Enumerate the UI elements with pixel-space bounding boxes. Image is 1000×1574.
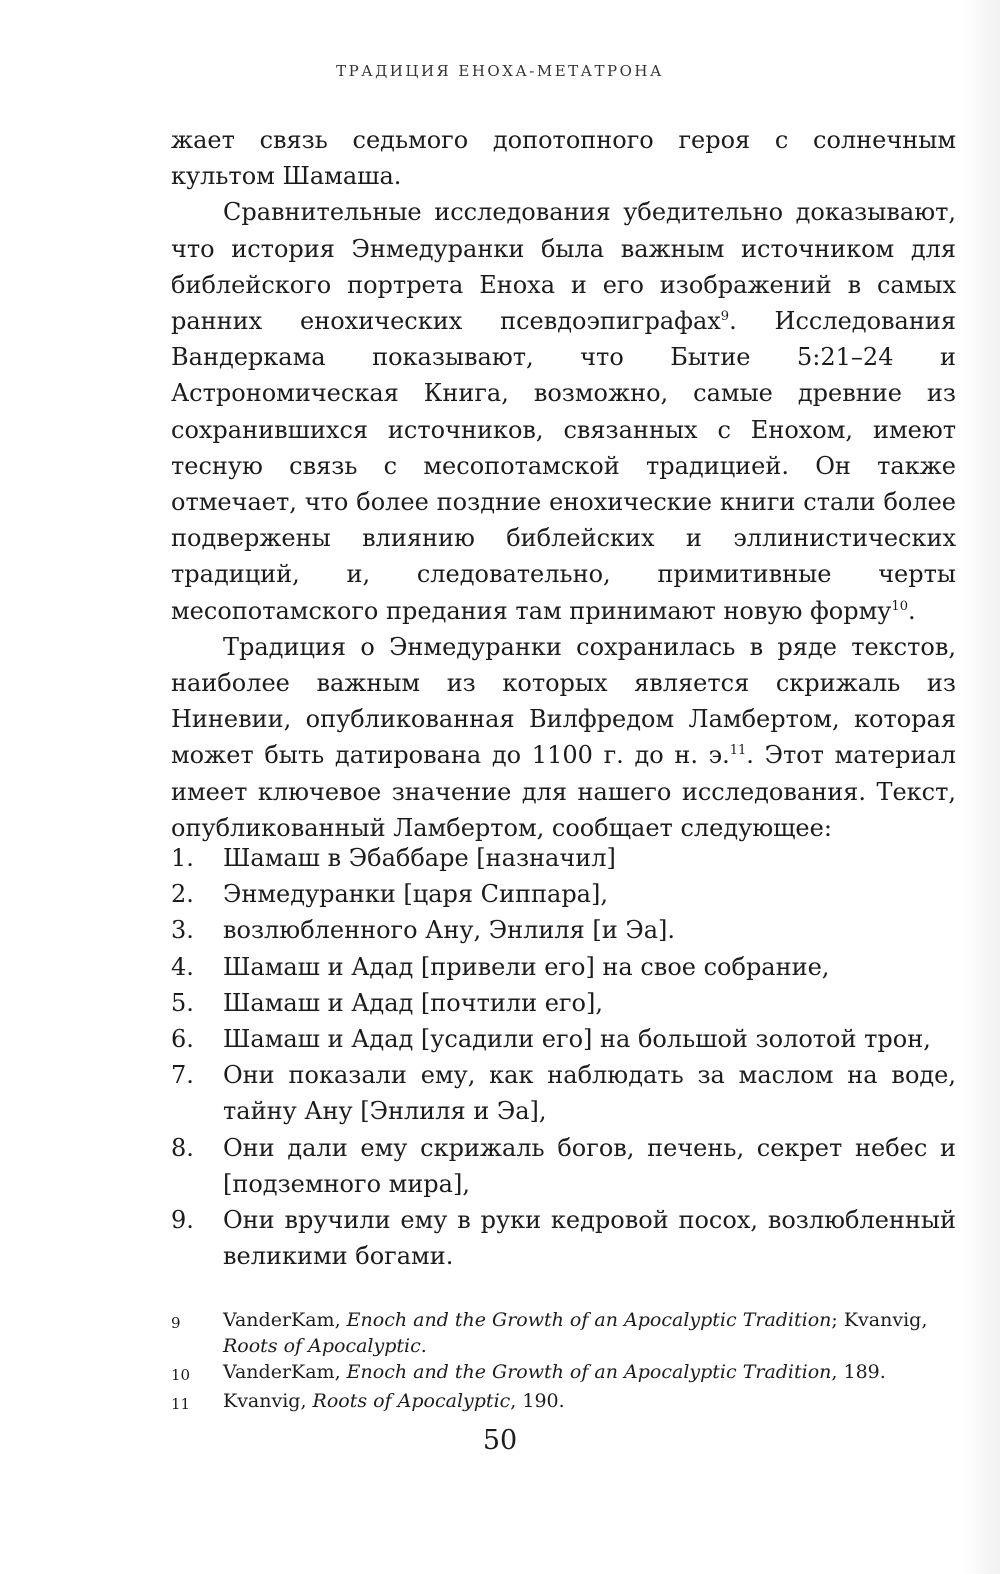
footnote-tail: . [420,1335,427,1357]
list-item-number: 5. [171,988,194,1017]
list-item [171,949,956,985]
footnote-title: Roots of Apocalyptic [312,1390,511,1412]
footnote-number: 9 [171,1314,181,1332]
list-item-number: 4. [171,952,194,981]
footnote-author: VanderKam, [223,1309,347,1331]
paragraph-2 [171,194,956,628]
list-item [171,876,956,912]
list-item [171,1202,956,1274]
footnote-author: VanderKam, [223,1361,347,1383]
paragraph-3-text: Традиция о Энмедуранки сохранилась в ряде текстов, наиболее важным из которых является скрижаль из Ниневии, опубликованная Вилфредом Ламбертом, которая может быть датирована до 1100 г. до н. э. [171,632,956,770]
page-edge-shadow [962,0,1000,1574]
list-item [171,912,956,948]
footnote-title: Enoch and the Growth of an Apocalyptic Tradition [346,1309,832,1331]
footnotes [171,1307,956,1417]
list-item [171,1057,956,1129]
list-item [171,840,956,876]
footnote [171,1307,956,1359]
footnote-author: Kvanvig, [223,1390,313,1412]
footnote-number: 10 [171,1366,191,1384]
footnote-ref: 11 [729,743,747,759]
footnote [171,1388,956,1417]
list-item [171,1021,956,1057]
footnote-text [223,1388,956,1417]
footnote-number: 11 [171,1395,191,1413]
footnote-middle: ; Kvanvig, [831,1309,928,1331]
list-item-text: Они показали ему, как наблюдать за маслом на воде, тайну Ану [Энлиля и Эа], [223,1061,956,1126]
footnote [171,1359,956,1388]
list-item [171,985,956,1021]
paragraph-2-text: . Исследования Вандеркама показывают, что Бытие 5:21–24 и Астрономическая Книга, возможно, самые древние из сохранившихся источников, связанных с Енохом, имеют тесную связь с месопотамской традицией. Он также отмечает, что более поздние енохические книги стали более подвержены влиянию библейских и эллинистических традиций, и, следовательно, примитивные черты месопотамского предания там принимают новую форму [171,307,956,625]
footnote-text [223,1307,956,1359]
list-item [171,1130,956,1202]
footnote-text [223,1359,956,1388]
running-head: ТРАДИЦИЯ ЕНОХА-МЕТАТРОНА [336,62,664,80]
list-item-number: 3. [171,916,194,945]
paragraph-3 [171,629,956,846]
list-item-text: Шамаш и Адад [усадили его] на большой золотой трон, [223,1025,931,1054]
list-item-number: 1. [171,844,194,872]
page-number: 50 [482,1425,518,1456]
body-text [171,122,956,846]
list-item-text: Они вручили ему в руки кедровой посох, возлюбленный великими богами. [223,1206,956,1271]
footnote-middle: , 189. [831,1361,886,1383]
list-item-text: Энмедуранки [царя Сиппара], [223,880,608,909]
list-item-number: 6. [171,1025,194,1054]
footnote-ref: 9 [720,309,730,325]
footnote-middle: , 190. [510,1390,565,1412]
paragraph-2-text: Сравнительные исследования убедительно доказывают, что история Энмедуранки была важным источником для библейского портрета Еноха и его изображений в самых ранних енохических псевдоэпиграфах [171,198,956,336]
paragraph-2-text: . [907,596,916,625]
list-item-text: Шамаш и Адад [привели его] на свое собрание, [223,952,830,981]
list-item-number: 8. [171,1133,194,1162]
list-item-number: 9. [171,1206,194,1235]
list-item-text: Шамаш в Эбаббаре [назначил] [223,844,616,872]
footnote-title: Roots of Apocalyptic [223,1335,421,1357]
list-item-text: возлюбленного Ану, Энлиля [и Эа]. [223,916,676,945]
paragraph-3-text: . Этот материал имеет ключевое значение для нашего исследования. Текст, опубликованный Ламбертом, сообщает следующее: [171,741,957,842]
list-item-number: 7. [171,1061,194,1090]
numbered-list [171,840,956,1274]
paragraph-1: жает связь седьмого допотопного героя с солнечным культом Шамаша. [171,126,956,191]
footnote-ref: 10 [891,598,908,614]
list-item-text: Шамаш и Адад [почтили его], [223,988,603,1017]
footnote-title: Enoch and the Growth of an Apocalyptic Tradition [346,1361,832,1383]
list-item-number: 2. [171,880,194,909]
list-item-text: Они дали ему скрижаль богов, печень, секрет небес и [подземного мира], [223,1133,956,1198]
